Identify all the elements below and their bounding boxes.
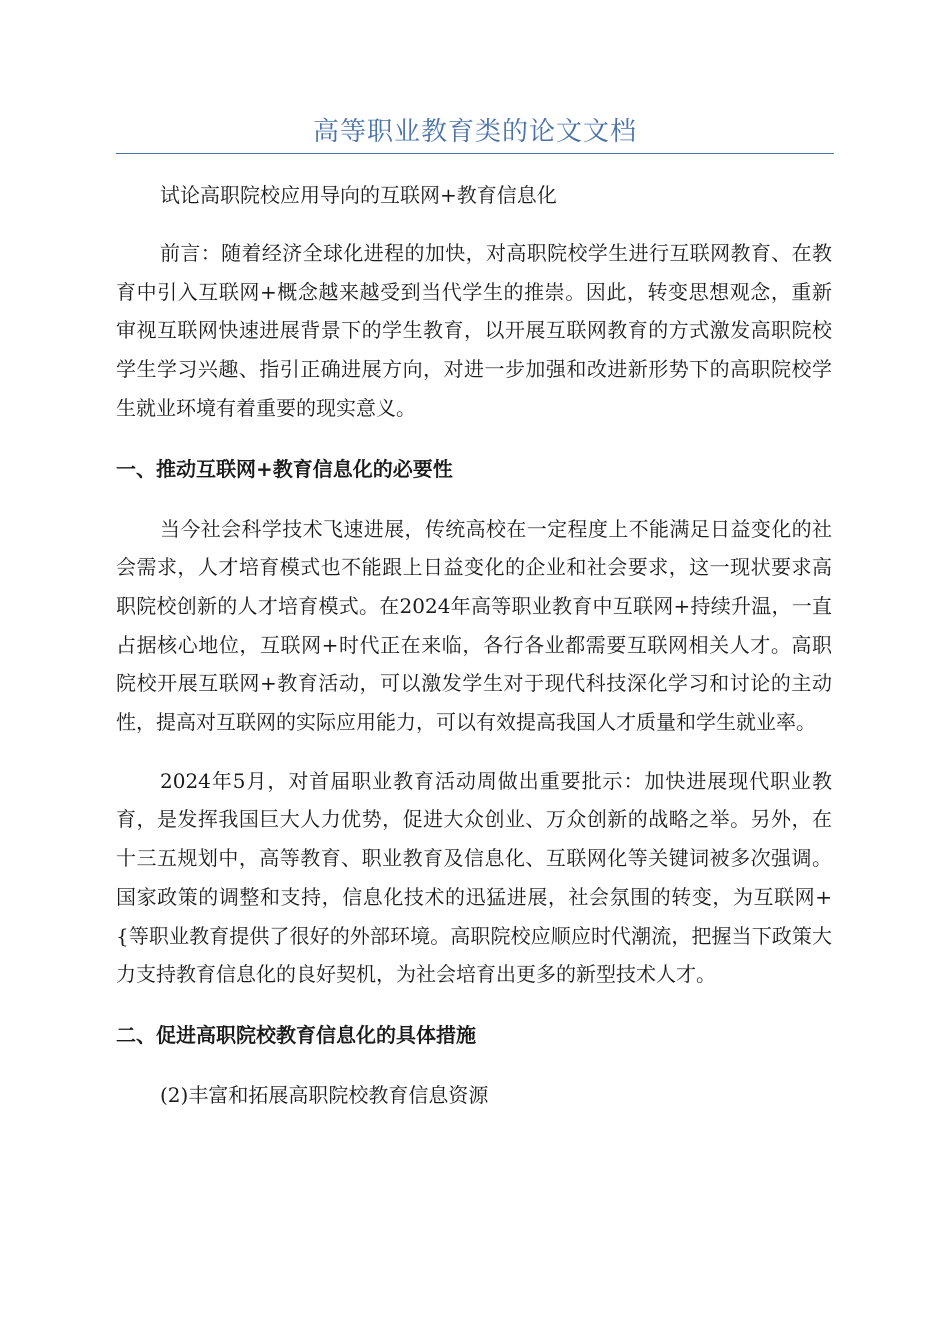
section-1-paragraph-2: 2024年5月，对首届职业教育活动周做出重要批示：加快进展现代职业教育，是发挥我国巨大人力优势，促进大众创业、万众创新的战略之举。另外，在十三五规划中，高等教育、职业教育及信息化、互联网化等关键词被多次强调。国家政策的调整和支持，信息化技术的迅猛进展，社会氛围的转变，为互联网+{等职业教育提供了很好的外部环境。高职院校应顺应时代潮流，把握当下政策大力支持教育信息化的良好契机，为社会培育出更多的新型技术人才。 (116, 768, 832, 987)
spacer (116, 486, 832, 510)
spacer (116, 428, 832, 452)
preface-paragraph: 前言：随着经济全球化进程的加快，对高职院校学生进行互联网教育、在教育中引入互联网+概念越来越受到当代学生的推崇。因此，转变思想观念，重新审视互联网快速进展背景下的学生教育，以开展互联网教育的方式激发高职院校学生学习兴趣、指引正确进展方向，对进一步加强和改进新形势下的高职院校学生就业环境有着重要的现实意义。 (116, 241, 832, 420)
spacer (116, 742, 832, 762)
header-divider (116, 153, 834, 154)
article-subtitle: 试论高职院校应用导向的互联网+教育信息化 (160, 183, 557, 207)
document-body (116, 176, 832, 1114)
section-heading-2: 二、促进高职院校教育信息化的具体措施 (116, 1022, 476, 1047)
spacer (116, 994, 832, 1018)
spacer (116, 1052, 832, 1076)
spacer (116, 214, 832, 234)
document-header (116, 112, 834, 152)
section-heading-1: 一、推动互联网+教育信息化的必要性 (116, 456, 453, 481)
section-2-subitem: (2)丰富和拓展高职院校教育信息资源 (160, 1082, 489, 1107)
section-1-paragraph-1: 当今社会科学技术飞速进展，传统高校在一定程度上不能满足日益变化的社会需求，人才培育模式也不能跟上日益变化的企业和社会要求，这一现状要求高职院校创新的人才培育模式。在2024年高等职业教育中互联网+持续升温，一直占据核心地位，互联网+时代正在来临，各行各业都需要互联网相关人才。高职院校开展互联网+教育活动，可以激发学生对于现代科技深化学习和讨论的主动性，提高对互联网的实际应用能力，可以有效提高我国人才质量和学生就业率。 (116, 516, 832, 735)
document-title: 高等职业教育类的论文文档 (312, 117, 637, 147)
